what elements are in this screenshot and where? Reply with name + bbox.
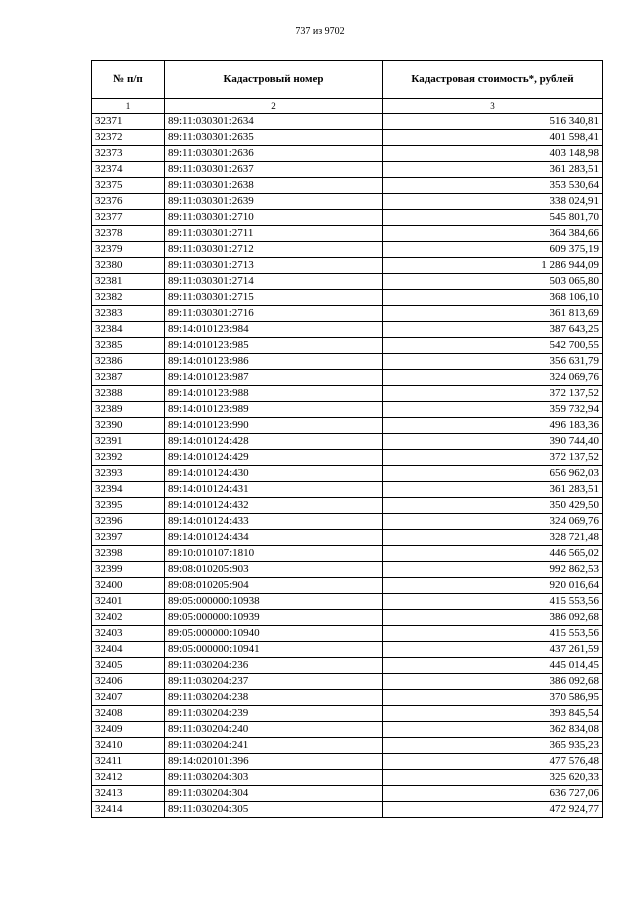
cadastral-number-cell: 89:14:010124:431 xyxy=(165,482,383,498)
table-row xyxy=(92,162,603,178)
cadastral-value-cell: 365 935,23 xyxy=(383,738,603,754)
table-body xyxy=(92,114,603,818)
cadastral-value-cell: 542 700,55 xyxy=(383,338,603,354)
table-row xyxy=(92,658,603,674)
row-number-cell: 32385 xyxy=(92,338,165,354)
row-number-cell: 32373 xyxy=(92,146,165,162)
table-row xyxy=(92,226,603,242)
column-number: 1 xyxy=(92,99,165,114)
row-number-cell: 32411 xyxy=(92,754,165,770)
table-row xyxy=(92,290,603,306)
table-row xyxy=(92,610,603,626)
table-row xyxy=(92,626,603,642)
cadastral-value-cell: 325 620,33 xyxy=(383,770,603,786)
cadastral-number-cell: 89:11:030301:2635 xyxy=(165,130,383,146)
cadastral-value-cell: 1 286 944,09 xyxy=(383,258,603,274)
cadastral-number-cell: 89:11:030301:2712 xyxy=(165,242,383,258)
table-row xyxy=(92,130,603,146)
cadastral-value-cell: 445 014,45 xyxy=(383,658,603,674)
cadastral-value-cell: 437 261,59 xyxy=(383,642,603,658)
table-row xyxy=(92,210,603,226)
cadastral-value-cell: 387 643,25 xyxy=(383,322,603,338)
table-header-row xyxy=(92,61,603,99)
cadastral-value-cell: 401 598,41 xyxy=(383,130,603,146)
cadastral-number-cell: 89:11:030301:2636 xyxy=(165,146,383,162)
row-number-cell: 32379 xyxy=(92,242,165,258)
cadastral-value-cell: 393 845,54 xyxy=(383,706,603,722)
table-row xyxy=(92,802,603,818)
cadastral-value-cell: 324 069,76 xyxy=(383,514,603,530)
cadastral-value-cell: 636 727,06 xyxy=(383,786,603,802)
cadastral-number-cell: 89:11:030301:2713 xyxy=(165,258,383,274)
cadastral-number-cell: 89:11:030204:305 xyxy=(165,802,383,818)
row-number-cell: 32376 xyxy=(92,194,165,210)
cadastral-number-cell: 89:14:010124:433 xyxy=(165,514,383,530)
cadastral-number-cell: 89:11:030204:240 xyxy=(165,722,383,738)
row-number-cell: 32391 xyxy=(92,434,165,450)
cadastral-number-cell: 89:11:030301:2639 xyxy=(165,194,383,210)
row-number-cell: 32396 xyxy=(92,514,165,530)
row-number-cell: 32374 xyxy=(92,162,165,178)
row-number-cell: 32378 xyxy=(92,226,165,242)
cadastral-number-cell: 89:05:000000:10941 xyxy=(165,642,383,658)
cadastral-number-cell: 89:05:000000:10938 xyxy=(165,594,383,610)
table-row xyxy=(92,146,603,162)
cadastral-number-cell: 89:14:010123:990 xyxy=(165,418,383,434)
cadastral-number-cell: 89:11:030301:2638 xyxy=(165,178,383,194)
cadastral-value-cell: 353 530,64 xyxy=(383,178,603,194)
table-row xyxy=(92,674,603,690)
row-number-cell: 32393 xyxy=(92,466,165,482)
row-number-cell: 32382 xyxy=(92,290,165,306)
cadastral-number-cell: 89:14:010124:428 xyxy=(165,434,383,450)
cadastral-number-cell: 89:14:010123:988 xyxy=(165,386,383,402)
table-row xyxy=(92,578,603,594)
row-number-cell: 32375 xyxy=(92,178,165,194)
table-row xyxy=(92,546,603,562)
table-row xyxy=(92,786,603,802)
row-number-cell: 32389 xyxy=(92,402,165,418)
cadastral-number-cell: 89:11:030301:2711 xyxy=(165,226,383,242)
row-number-cell: 32402 xyxy=(92,610,165,626)
table-row xyxy=(92,242,603,258)
row-number-cell: 32398 xyxy=(92,546,165,562)
cadastral-number-cell: 89:11:030301:2716 xyxy=(165,306,383,322)
table-row xyxy=(92,722,603,738)
cadastral-value-cell: 503 065,80 xyxy=(383,274,603,290)
row-number-cell: 32384 xyxy=(92,322,165,338)
cadastral-number-cell: 89:11:030204:237 xyxy=(165,674,383,690)
header-row-number: № п/п xyxy=(92,61,165,99)
table-row xyxy=(92,706,603,722)
row-number-cell: 32392 xyxy=(92,450,165,466)
table-row xyxy=(92,738,603,754)
table-row xyxy=(92,594,603,610)
cadastral-value-cell: 359 732,94 xyxy=(383,402,603,418)
table-row xyxy=(92,498,603,514)
row-number-cell: 32412 xyxy=(92,770,165,786)
row-number-cell: 32403 xyxy=(92,626,165,642)
cadastral-value-cell: 372 137,52 xyxy=(383,450,603,466)
row-number-cell: 32400 xyxy=(92,578,165,594)
cadastral-value-cell: 403 148,98 xyxy=(383,146,603,162)
row-number-cell: 32407 xyxy=(92,690,165,706)
cadastral-value-cell: 446 565,02 xyxy=(383,546,603,562)
row-number-cell: 32395 xyxy=(92,498,165,514)
cadastral-value-cell: 368 106,10 xyxy=(383,290,603,306)
table-row xyxy=(92,194,603,210)
table-row xyxy=(92,274,603,290)
table-row xyxy=(92,530,603,546)
cadastral-number-cell: 89:11:030301:2715 xyxy=(165,290,383,306)
cadastral-value-cell: 656 962,03 xyxy=(383,466,603,482)
column-number-row xyxy=(92,99,603,114)
row-number-cell: 32371 xyxy=(92,114,165,130)
table-row xyxy=(92,354,603,370)
cadastral-number-cell: 89:05:000000:10940 xyxy=(165,626,383,642)
table-row xyxy=(92,258,603,274)
row-number-cell: 32413 xyxy=(92,786,165,802)
cadastral-value-cell: 477 576,48 xyxy=(383,754,603,770)
row-number-cell: 32414 xyxy=(92,802,165,818)
row-number-cell: 32377 xyxy=(92,210,165,226)
cadastral-number-cell: 89:14:010124:430 xyxy=(165,466,383,482)
cadastral-number-cell: 89:14:010124:434 xyxy=(165,530,383,546)
cadastral-value-table xyxy=(91,60,603,818)
table-row xyxy=(92,690,603,706)
cadastral-number-cell: 89:10:010107:1810 xyxy=(165,546,383,562)
row-number-cell: 32372 xyxy=(92,130,165,146)
table-row xyxy=(92,402,603,418)
cadastral-number-cell: 89:11:030204:238 xyxy=(165,690,383,706)
table-row xyxy=(92,754,603,770)
header-cadastral-value: Кадастровая стоимость*, рублей xyxy=(383,61,603,99)
cadastral-value-cell: 920 016,64 xyxy=(383,578,603,594)
row-number-cell: 32383 xyxy=(92,306,165,322)
cadastral-value-cell: 545 801,70 xyxy=(383,210,603,226)
table-row xyxy=(92,338,603,354)
column-number: 2 xyxy=(165,99,383,114)
cadastral-value-cell: 361 813,69 xyxy=(383,306,603,322)
row-number-cell: 32380 xyxy=(92,258,165,274)
row-number-cell: 32381 xyxy=(92,274,165,290)
cadastral-number-cell: 89:11:030204:303 xyxy=(165,770,383,786)
row-number-cell: 32399 xyxy=(92,562,165,578)
page-number-header: 737 из 9702 xyxy=(295,26,345,37)
cadastral-number-cell: 89:14:010123:984 xyxy=(165,322,383,338)
cadastral-number-cell: 89:14:020101:396 xyxy=(165,754,383,770)
cadastral-number-cell: 89:14:010124:429 xyxy=(165,450,383,466)
cadastral-value-cell: 364 384,66 xyxy=(383,226,603,242)
cadastral-number-cell: 89:11:030301:2634 xyxy=(165,114,383,130)
cadastral-number-cell: 89:11:030301:2710 xyxy=(165,210,383,226)
row-number-cell: 32388 xyxy=(92,386,165,402)
table-row xyxy=(92,450,603,466)
cadastral-value-cell: 609 375,19 xyxy=(383,242,603,258)
cadastral-value-cell: 361 283,51 xyxy=(383,162,603,178)
table-row xyxy=(92,482,603,498)
table-row xyxy=(92,770,603,786)
cadastral-number-cell: 89:11:030204:239 xyxy=(165,706,383,722)
table-row xyxy=(92,562,603,578)
cadastral-value-cell: 338 024,91 xyxy=(383,194,603,210)
cadastral-number-cell: 89:14:010123:986 xyxy=(165,354,383,370)
table-row xyxy=(92,306,603,322)
table-row xyxy=(92,434,603,450)
cadastral-number-cell: 89:14:010123:987 xyxy=(165,370,383,386)
row-number-cell: 32405 xyxy=(92,658,165,674)
cadastral-value-cell: 992 862,53 xyxy=(383,562,603,578)
cadastral-number-cell: 89:11:030204:304 xyxy=(165,786,383,802)
cadastral-number-cell: 89:14:010124:432 xyxy=(165,498,383,514)
cadastral-value-cell: 415 553,56 xyxy=(383,594,603,610)
table-row xyxy=(92,178,603,194)
table-row xyxy=(92,418,603,434)
row-number-cell: 32390 xyxy=(92,418,165,434)
cadastral-number-cell: 89:14:010123:985 xyxy=(165,338,383,354)
cadastral-value-cell: 356 631,79 xyxy=(383,354,603,370)
cadastral-number-cell: 89:08:010205:904 xyxy=(165,578,383,594)
cadastral-value-cell: 516 340,81 xyxy=(383,114,603,130)
row-number-cell: 32401 xyxy=(92,594,165,610)
cadastral-value-cell: 324 069,76 xyxy=(383,370,603,386)
table-row xyxy=(92,370,603,386)
table-row xyxy=(92,114,603,130)
cadastral-value-cell: 390 744,40 xyxy=(383,434,603,450)
cadastral-value-cell: 372 137,52 xyxy=(383,386,603,402)
cadastral-value-cell: 361 283,51 xyxy=(383,482,603,498)
row-number-cell: 32404 xyxy=(92,642,165,658)
cadastral-value-cell: 328 721,48 xyxy=(383,530,603,546)
cadastral-number-cell: 89:11:030301:2637 xyxy=(165,162,383,178)
cadastral-value-cell: 386 092,68 xyxy=(383,674,603,690)
row-number-cell: 32397 xyxy=(92,530,165,546)
table-row xyxy=(92,322,603,338)
cadastral-number-cell: 89:14:010123:989 xyxy=(165,402,383,418)
cadastral-number-cell: 89:11:030301:2714 xyxy=(165,274,383,290)
row-number-cell: 32386 xyxy=(92,354,165,370)
cadastral-value-cell: 415 553,56 xyxy=(383,626,603,642)
cadastral-value-cell: 362 834,08 xyxy=(383,722,603,738)
table-row xyxy=(92,642,603,658)
row-number-cell: 32408 xyxy=(92,706,165,722)
cadastral-number-cell: 89:05:000000:10939 xyxy=(165,610,383,626)
row-number-cell: 32409 xyxy=(92,722,165,738)
cadastral-number-cell: 89:11:030204:241 xyxy=(165,738,383,754)
header-cadastral-number: Кадастровый номер xyxy=(165,61,383,99)
cadastral-value-cell: 350 429,50 xyxy=(383,498,603,514)
row-number-cell: 32387 xyxy=(92,370,165,386)
cadastral-value-cell: 386 092,68 xyxy=(383,610,603,626)
cadastral-number-cell: 89:08:010205:903 xyxy=(165,562,383,578)
cadastral-value-cell: 496 183,36 xyxy=(383,418,603,434)
table-row xyxy=(92,514,603,530)
cadastral-value-cell: 370 586,95 xyxy=(383,690,603,706)
table-row xyxy=(92,466,603,482)
row-number-cell: 32406 xyxy=(92,674,165,690)
cadastral-number-cell: 89:11:030204:236 xyxy=(165,658,383,674)
column-number: 3 xyxy=(383,99,603,114)
cadastral-value-cell: 472 924,77 xyxy=(383,802,603,818)
table-row xyxy=(92,386,603,402)
row-number-cell: 32394 xyxy=(92,482,165,498)
row-number-cell: 32410 xyxy=(92,738,165,754)
